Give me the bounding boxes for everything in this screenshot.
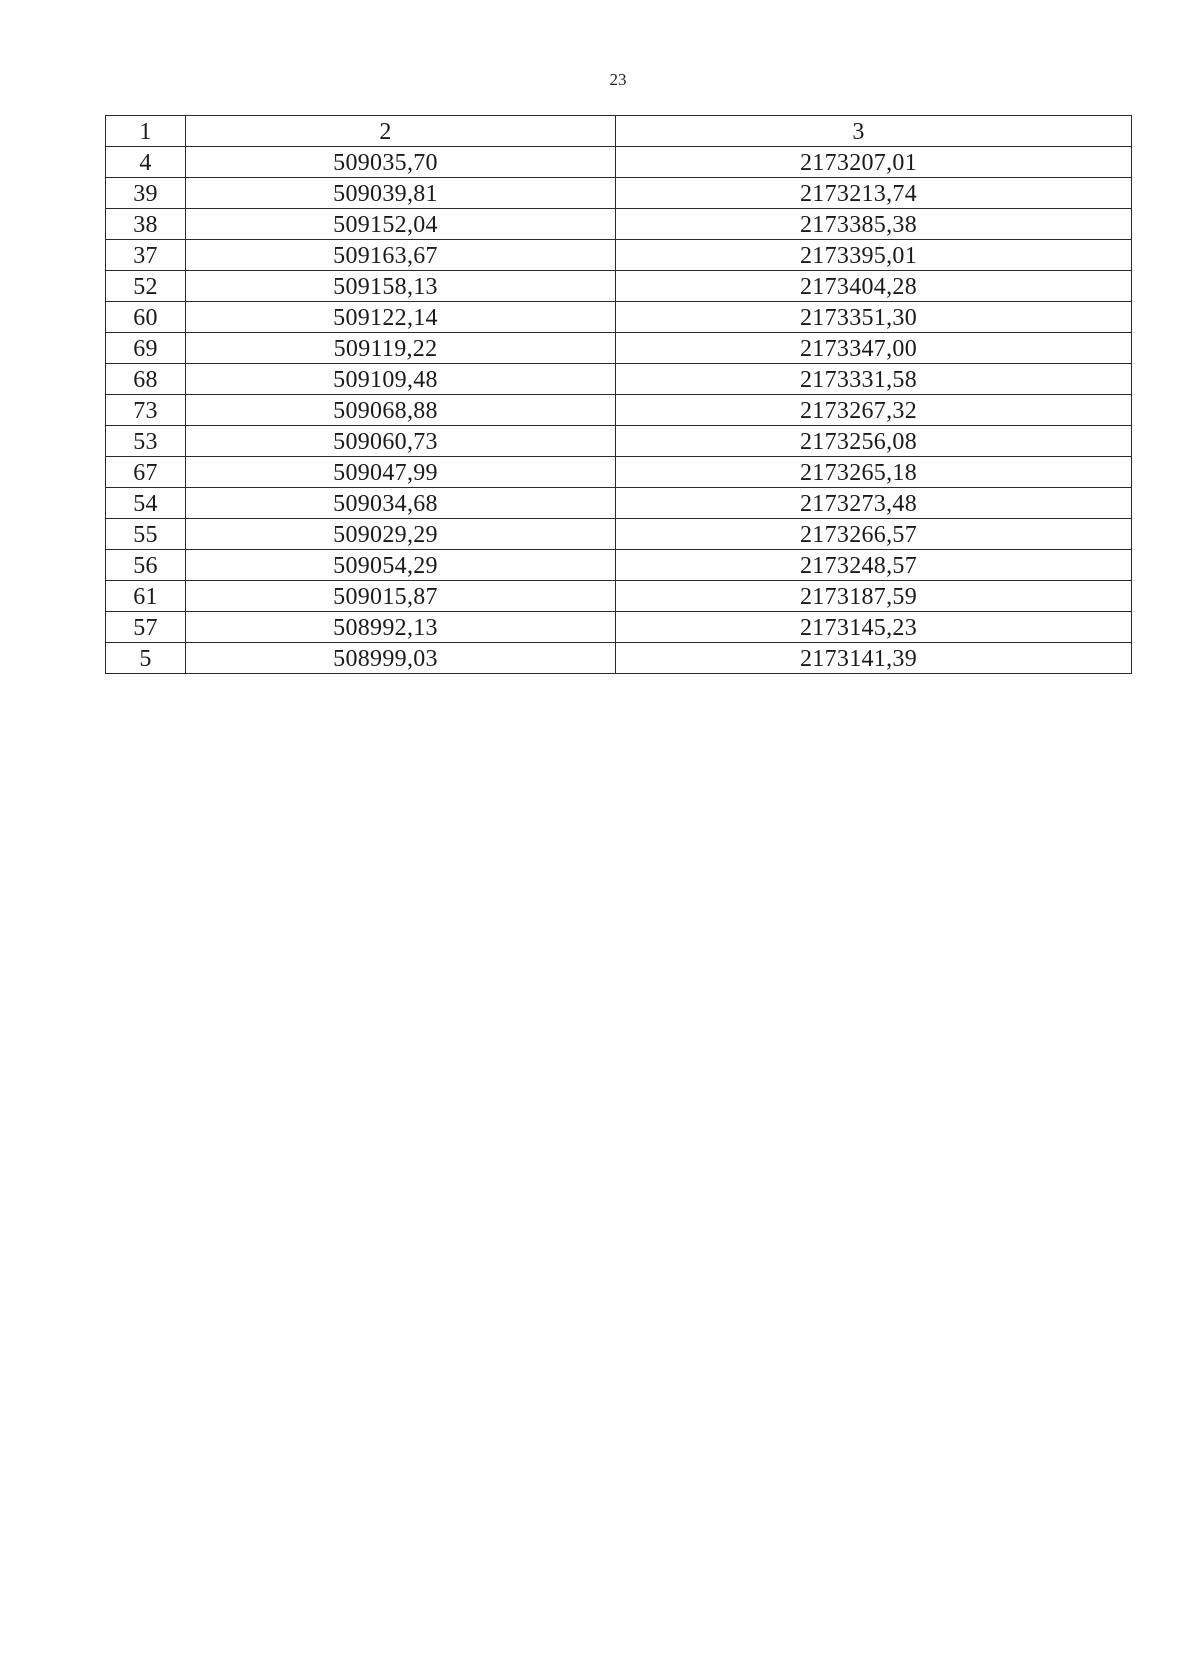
cell-point-number: 56 (106, 550, 186, 581)
cell-x-coordinate: 509034,68 (186, 488, 616, 519)
cell-point-number: 61 (106, 581, 186, 612)
cell-y-coordinate: 2173248,57 (616, 550, 1132, 581)
cell-point-number: 60 (106, 302, 186, 333)
cell-y-coordinate: 2173331,58 (616, 364, 1132, 395)
table-row (106, 488, 1132, 519)
cell-x-coordinate: 509029,29 (186, 519, 616, 550)
cell-point-number: 53 (106, 426, 186, 457)
cell-y-coordinate: 2173187,59 (616, 581, 1132, 612)
cell-x-coordinate: 509119,22 (186, 333, 616, 364)
cell-point-number: 55 (106, 519, 186, 550)
header-cell-y: 3 (616, 116, 1132, 147)
cell-x-coordinate: 509060,73 (186, 426, 616, 457)
table-row (106, 550, 1132, 581)
cell-y-coordinate: 2173267,32 (616, 395, 1132, 426)
table-row (106, 240, 1132, 271)
cell-y-coordinate: 2173213,74 (616, 178, 1132, 209)
cell-point-number: 67 (106, 457, 186, 488)
cell-x-coordinate: 509035,70 (186, 147, 616, 178)
cell-x-coordinate: 509068,88 (186, 395, 616, 426)
table-row (106, 147, 1132, 178)
cell-point-number: 54 (106, 488, 186, 519)
table-row (106, 178, 1132, 209)
table-row (106, 302, 1132, 333)
cell-y-coordinate: 2173256,08 (616, 426, 1132, 457)
cell-y-coordinate: 2173385,38 (616, 209, 1132, 240)
cell-y-coordinate: 2173141,39 (616, 643, 1132, 674)
table-header-row (106, 116, 1132, 147)
cell-point-number: 39 (106, 178, 186, 209)
cell-point-number: 37 (106, 240, 186, 271)
cell-x-coordinate: 509047,99 (186, 457, 616, 488)
table-body (106, 116, 1132, 674)
cell-x-coordinate: 509152,04 (186, 209, 616, 240)
table-row (106, 457, 1132, 488)
cell-x-coordinate: 508992,13 (186, 612, 616, 643)
cell-y-coordinate: 2173145,23 (616, 612, 1132, 643)
cell-point-number: 4 (106, 147, 186, 178)
table-row (106, 364, 1132, 395)
table-row (106, 581, 1132, 612)
cell-x-coordinate: 509122,14 (186, 302, 616, 333)
header-cell-x: 2 (186, 116, 616, 147)
cell-y-coordinate: 2173351,30 (616, 302, 1132, 333)
table-row (106, 209, 1132, 240)
cell-x-coordinate: 509054,29 (186, 550, 616, 581)
cell-y-coordinate: 2173207,01 (616, 147, 1132, 178)
cell-point-number: 57 (106, 612, 186, 643)
table-row (106, 519, 1132, 550)
cell-x-coordinate: 509039,81 (186, 178, 616, 209)
table-row (106, 426, 1132, 457)
cell-x-coordinate: 509163,67 (186, 240, 616, 271)
cell-x-coordinate: 509015,87 (186, 581, 616, 612)
table-row (106, 395, 1132, 426)
table-row (106, 643, 1132, 674)
cell-x-coordinate: 508999,03 (186, 643, 616, 674)
cell-point-number: 52 (106, 271, 186, 302)
cell-x-coordinate: 509158,13 (186, 271, 616, 302)
cell-y-coordinate: 2173266,57 (616, 519, 1132, 550)
cell-point-number: 5 (106, 643, 186, 674)
table-row (106, 612, 1132, 643)
coordinates-table (105, 115, 1132, 674)
table-row (106, 271, 1132, 302)
cell-point-number: 69 (106, 333, 186, 364)
page-number: 23 (609, 70, 627, 89)
cell-y-coordinate: 2173395,01 (616, 240, 1132, 271)
cell-point-number: 68 (106, 364, 186, 395)
cell-y-coordinate: 2173273,48 (616, 488, 1132, 519)
cell-point-number: 38 (106, 209, 186, 240)
table-row (106, 333, 1132, 364)
cell-y-coordinate: 2173265,18 (616, 457, 1132, 488)
cell-y-coordinate: 2173404,28 (616, 271, 1132, 302)
cell-y-coordinate: 2173347,00 (616, 333, 1132, 364)
header-cell-point: 1 (106, 116, 186, 147)
cell-x-coordinate: 509109,48 (186, 364, 616, 395)
cell-point-number: 73 (106, 395, 186, 426)
